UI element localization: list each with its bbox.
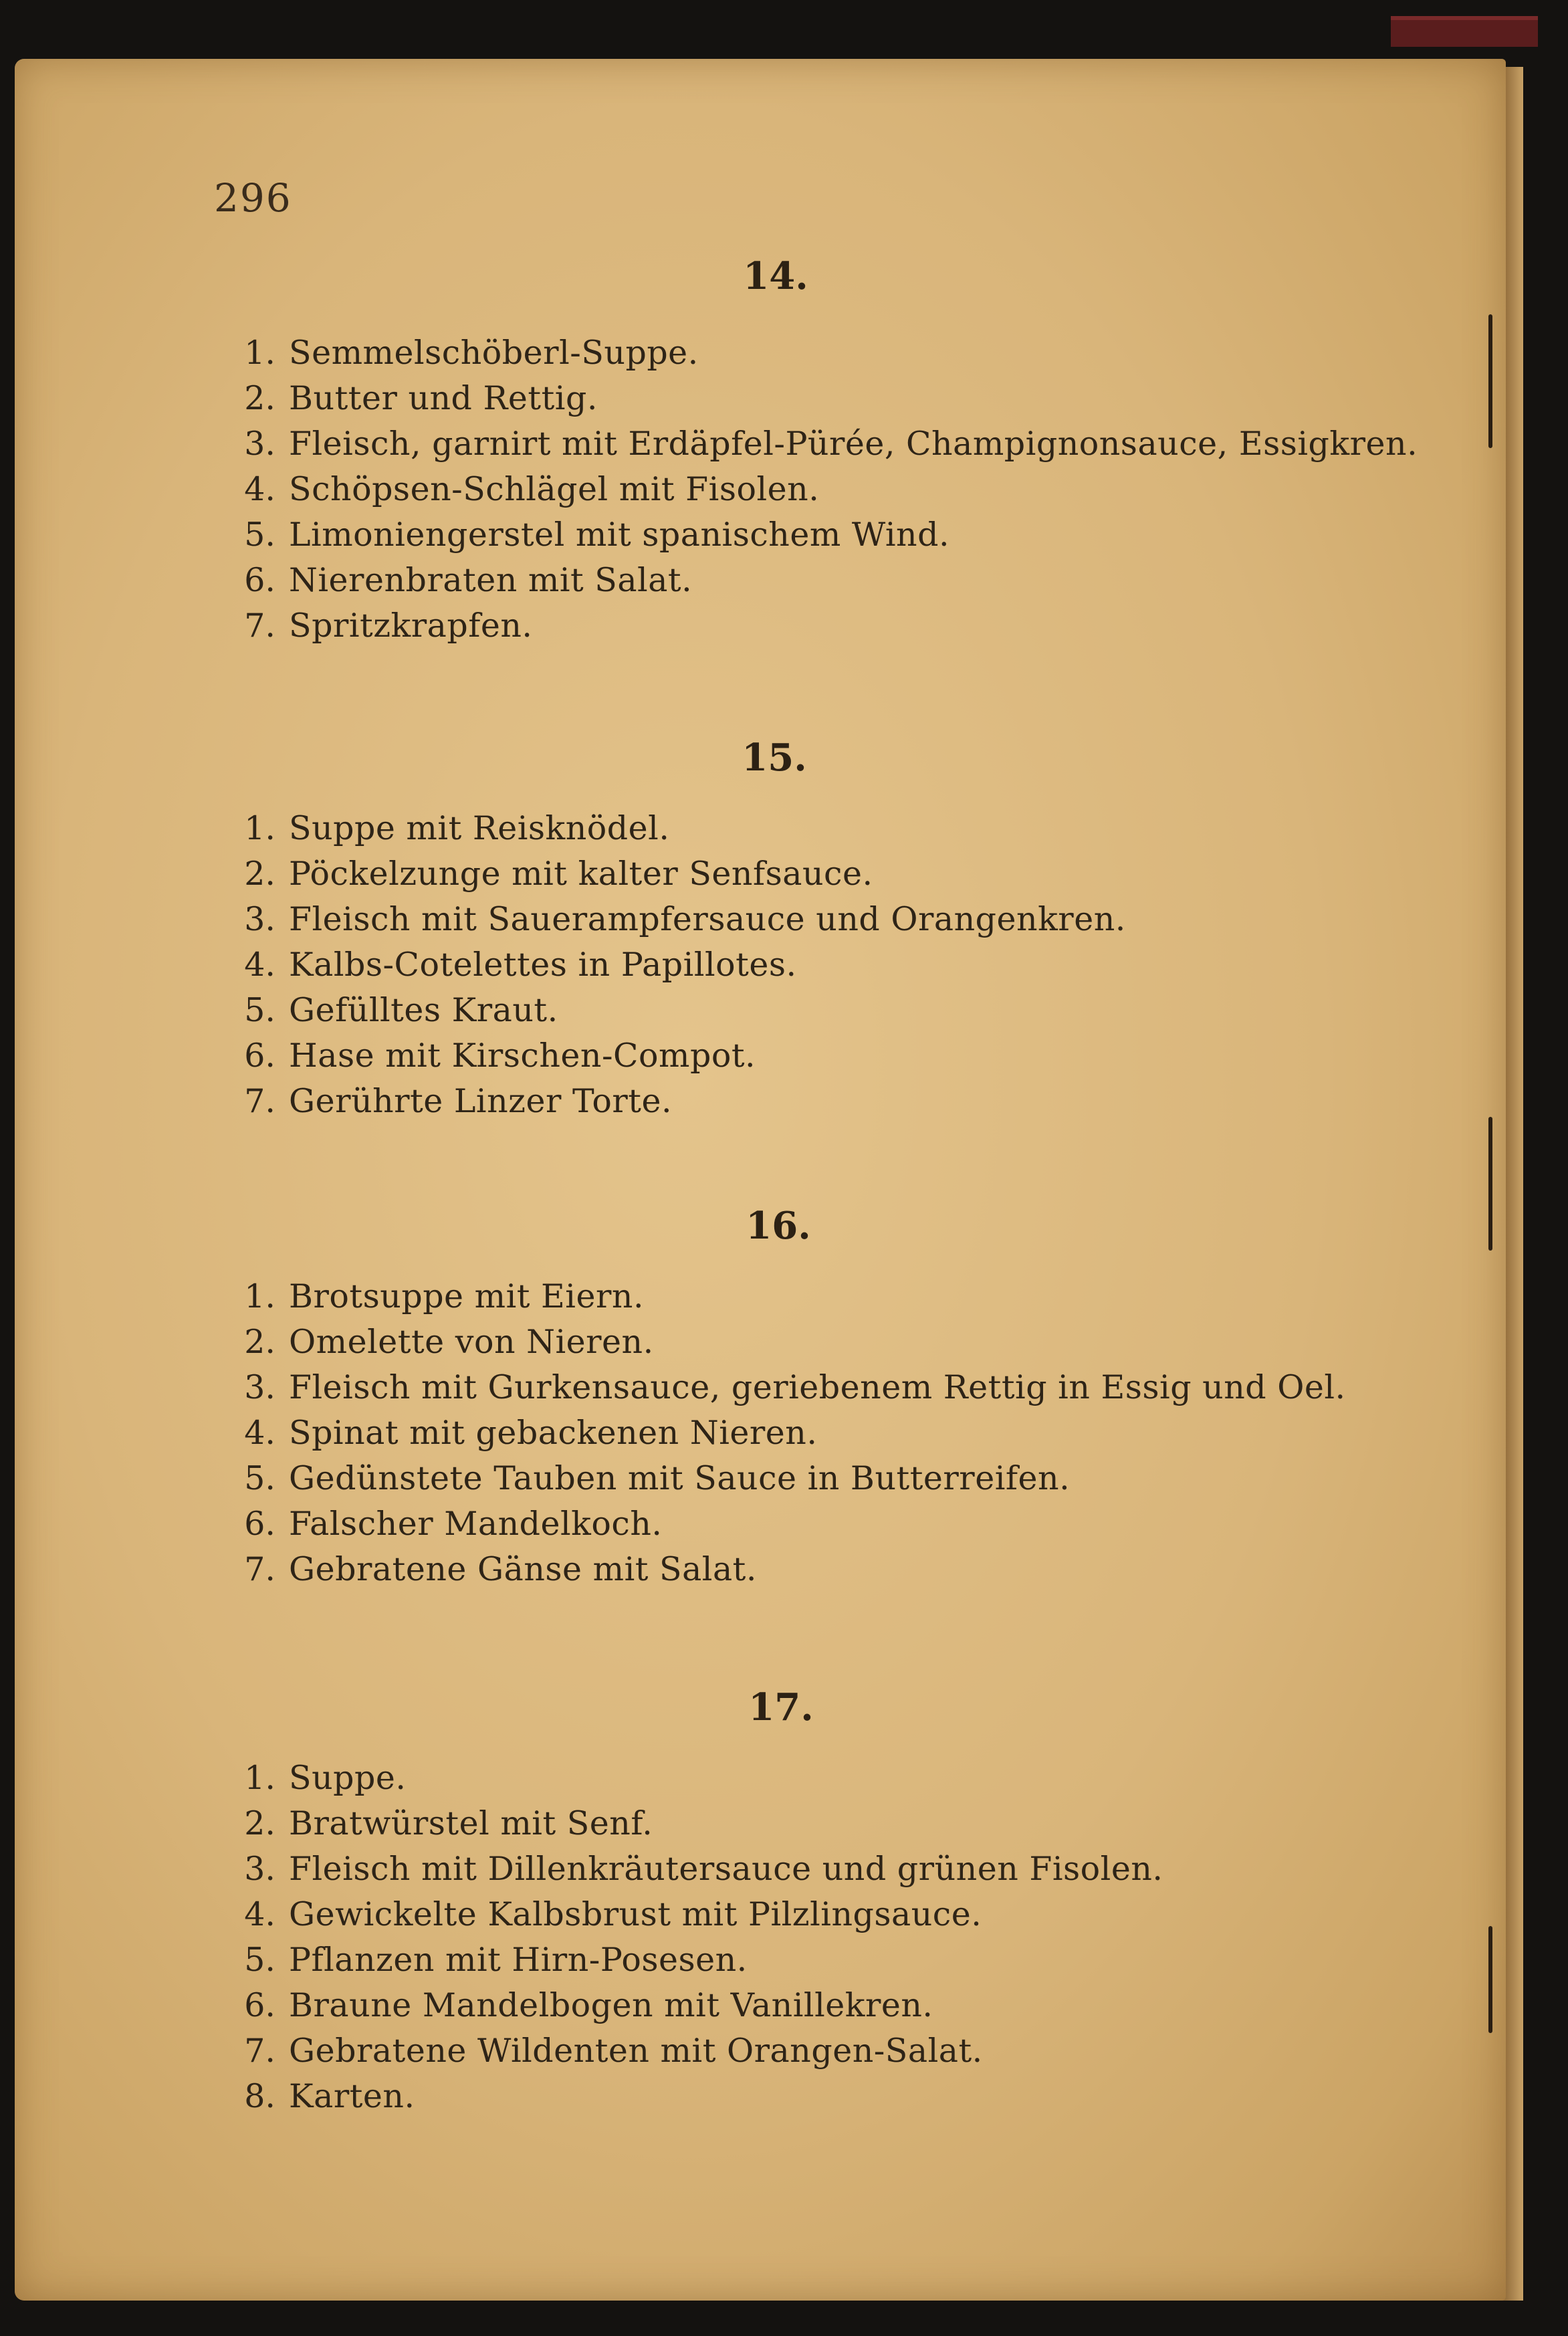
menu-item-text: Semmelschöberl-Suppe. bbox=[289, 334, 699, 372]
menu-item-text: Gerührte Linzer Torte. bbox=[289, 1082, 673, 1120]
menu-item-number: 3. bbox=[244, 1850, 275, 1888]
menu-item-text: Fleisch mit Gurkensauce, geriebenem Rettig in Essig und Oel. bbox=[289, 1368, 1346, 1406]
binding-thread-mark bbox=[1488, 314, 1492, 448]
menu-item-text: Suppe. bbox=[289, 1759, 407, 1797]
menu-item-number: 7. bbox=[244, 1082, 275, 1120]
menu-item bbox=[227, 806, 1126, 851]
menu-item-number: 4. bbox=[244, 1414, 275, 1452]
menu-item-number: 7. bbox=[244, 2032, 275, 2070]
menu-item-number: 4. bbox=[244, 1895, 275, 1933]
menu-item bbox=[227, 988, 1126, 1033]
menu-item-number: 6. bbox=[244, 1505, 275, 1543]
menu-item-text: Butter und Rettig. bbox=[289, 379, 598, 417]
menu-item-number: 2. bbox=[244, 379, 275, 417]
menu-item bbox=[227, 1079, 1126, 1124]
menu-item-number: 1. bbox=[244, 1759, 275, 1797]
menu-item-text: Pflanzen mit Hirn-Posesen. bbox=[289, 1941, 748, 1979]
menu-item bbox=[227, 942, 1126, 988]
menu-section-title: 16. bbox=[746, 1204, 811, 1248]
menu-item-text: Falscher Mandelkoch. bbox=[289, 1505, 663, 1543]
menu-item bbox=[227, 603, 1418, 649]
menu-item-number: 1. bbox=[244, 1277, 275, 1315]
menu-item-text: Spinat mit gebackenen Nieren. bbox=[289, 1414, 818, 1452]
binding-thread-mark bbox=[1488, 1926, 1492, 2033]
menu-item bbox=[227, 330, 1418, 376]
menu-item-text: Bratwürstel mit Senf. bbox=[289, 1804, 653, 1842]
menu-item bbox=[227, 376, 1418, 421]
menu-item-number: 5. bbox=[244, 1941, 275, 1979]
menu-item-number: 6. bbox=[244, 1986, 275, 2024]
menu-item-number: 6. bbox=[244, 1037, 275, 1075]
menu-list bbox=[227, 1756, 1163, 2119]
menu-item-number: 5. bbox=[244, 516, 275, 554]
menu-item-text: Suppe mit Reisknödel. bbox=[289, 809, 670, 847]
menu-item-number: 6. bbox=[244, 561, 275, 599]
menu-item bbox=[227, 897, 1126, 942]
menu-item-number: 5. bbox=[244, 1459, 275, 1497]
menu-item bbox=[227, 2028, 1163, 2074]
menu-list bbox=[227, 1274, 1346, 1592]
menu-item bbox=[227, 1456, 1346, 1501]
menu-item-text: Spritzkrapfen. bbox=[289, 607, 533, 645]
menu-item bbox=[227, 1274, 1346, 1319]
menu-item bbox=[227, 1501, 1346, 1547]
menu-item bbox=[227, 558, 1418, 603]
menu-item-number: 8. bbox=[244, 2077, 275, 2115]
menu-item-number: 4. bbox=[244, 946, 275, 984]
menu-item-number: 3. bbox=[244, 425, 275, 463]
menu-item-number: 4. bbox=[244, 470, 275, 508]
menu-item bbox=[227, 1801, 1163, 1846]
menu-item bbox=[227, 512, 1418, 558]
menu-item bbox=[227, 1410, 1346, 1456]
menu-item-text: Fleisch, garnirt mit Erdäpfel-Pürée, Champignonsauce, Essigkren. bbox=[289, 425, 1418, 463]
menu-item bbox=[227, 1937, 1163, 1983]
menu-item bbox=[227, 851, 1126, 897]
menu-item bbox=[227, 1846, 1163, 1892]
menu-item-text: Gebratene Gänse mit Salat. bbox=[289, 1550, 757, 1588]
menu-list bbox=[227, 806, 1126, 1124]
menu-item-number: 3. bbox=[244, 1368, 275, 1406]
menu-item-number: 5. bbox=[244, 991, 275, 1029]
menu-item-text: Braune Mandelbogen mit Vanillekren. bbox=[289, 1986, 933, 2024]
menu-item-text: Gedünstete Tauben mit Sauce in Butterreifen. bbox=[289, 1459, 1071, 1497]
menu-item bbox=[227, 1033, 1126, 1079]
menu-item-number: 7. bbox=[244, 1550, 275, 1588]
menu-item-text: Fleisch mit Sauerampfersauce und Orangenkren. bbox=[289, 900, 1126, 938]
menu-item-text: Schöpsen-Schlägel mit Fisolen. bbox=[289, 470, 820, 508]
menu-section-title: 14. bbox=[743, 254, 808, 298]
menu-section-title: 15. bbox=[742, 736, 807, 780]
menu-item-number: 2. bbox=[244, 1804, 275, 1842]
menu-item-text: Limoniengerstel mit spanischem Wind. bbox=[289, 516, 950, 554]
menu-item-text: Gefülltes Kraut. bbox=[289, 991, 558, 1029]
menu-list bbox=[227, 330, 1418, 649]
menu-item-text: Gewickelte Kalbsbrust mit Pilzlingsauce. bbox=[289, 1895, 982, 1933]
menu-item bbox=[227, 421, 1418, 467]
menu-item bbox=[227, 467, 1418, 512]
menu-item-text: Pöckelzunge mit kalter Senfsauce. bbox=[289, 855, 873, 893]
menu-item bbox=[227, 1756, 1163, 1801]
menu-item-number: 1. bbox=[244, 334, 275, 372]
menu-item-number: 2. bbox=[244, 1323, 275, 1361]
menu-item-number: 2. bbox=[244, 855, 275, 893]
menu-item-text: Gebratene Wildenten mit Orangen-Salat. bbox=[289, 2032, 983, 2070]
menu-item bbox=[227, 1319, 1346, 1365]
book-cover-edge bbox=[1391, 16, 1538, 47]
menu-item bbox=[227, 1547, 1346, 1592]
page-number: 296 bbox=[214, 175, 292, 221]
menu-item-text: Fleisch mit Dillenkräutersauce und grünen Fisolen. bbox=[289, 1850, 1163, 1888]
menu-item-text: Karten. bbox=[289, 2077, 415, 2115]
menu-item bbox=[227, 1892, 1163, 1937]
menu-item-number: 3. bbox=[244, 900, 275, 938]
menu-item-text: Brotsuppe mit Eiern. bbox=[289, 1277, 645, 1315]
menu-item-text: Nierenbraten mit Salat. bbox=[289, 561, 693, 599]
menu-item-number: 1. bbox=[244, 809, 275, 847]
menu-section-title: 17. bbox=[748, 1685, 814, 1729]
menu-item bbox=[227, 2074, 1163, 2119]
menu-item-text: Hase mit Kirschen-Compot. bbox=[289, 1037, 756, 1075]
menu-item-text: Omelette von Nieren. bbox=[289, 1323, 654, 1361]
binding-thread-mark bbox=[1488, 1117, 1492, 1251]
menu-item bbox=[227, 1365, 1346, 1410]
menu-item-number: 7. bbox=[244, 607, 275, 645]
menu-item bbox=[227, 1983, 1163, 2028]
menu-item-text: Kalbs-Cotelettes in Papillotes. bbox=[289, 946, 797, 984]
